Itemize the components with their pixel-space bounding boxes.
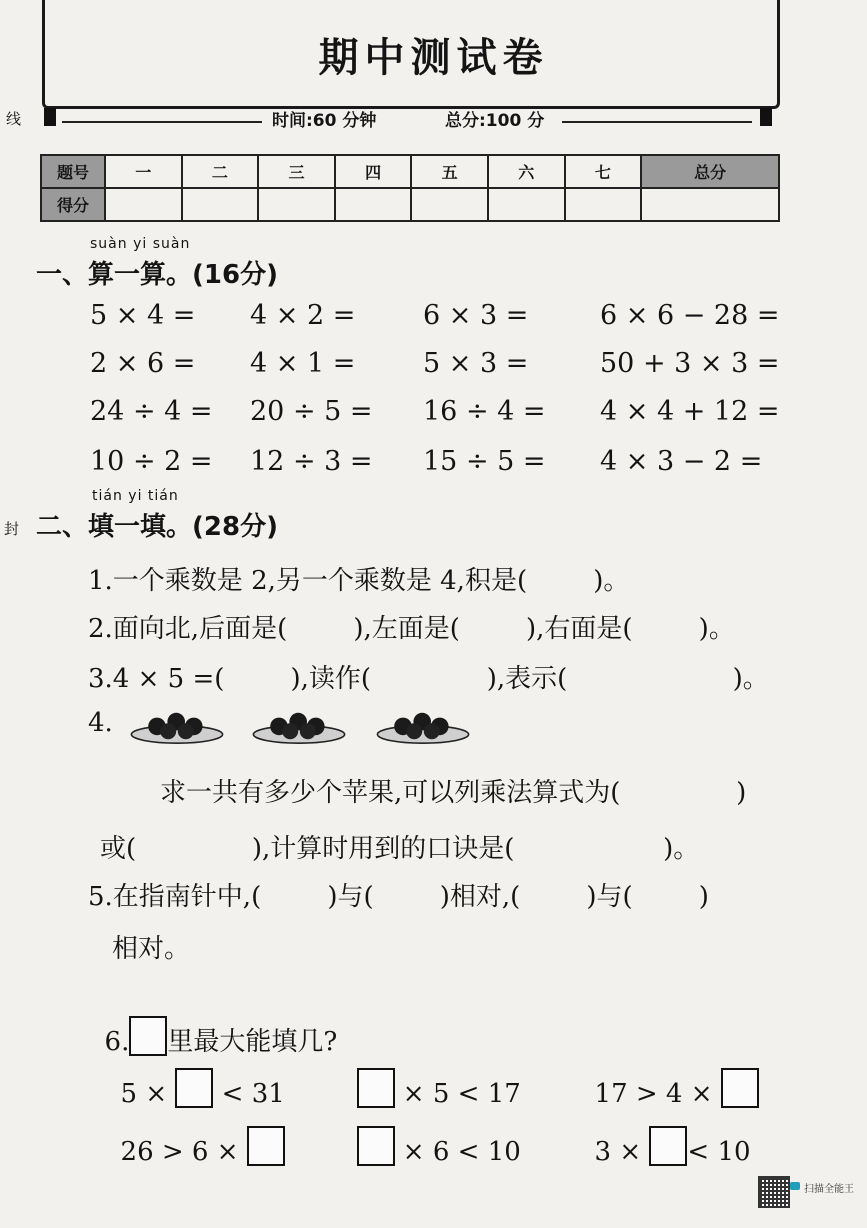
table-cell: 一 <box>105 155 182 188</box>
section-title: 一、算一算。(16分) <box>36 260 278 290</box>
question-5-line-1: 5.在指南针中,( )与( )相对,( )与( ) <box>88 882 709 912</box>
math-expression: 4 × 1 = <box>250 348 356 379</box>
pinyin-annotation: suàn yi suàn <box>90 236 191 252</box>
section-title: 二、填一填。(28分) <box>36 512 278 542</box>
total-label: 总分:100 分 <box>445 111 545 131</box>
math-expression: 4 × 4 + 12 = <box>600 396 780 427</box>
inequality-right: < 10 <box>687 1137 751 1167</box>
math-expression: 10 ÷ 2 = <box>90 446 213 477</box>
table-row <box>41 188 779 221</box>
math-expression: 50 + 3 × 3 = <box>600 348 780 379</box>
question-6-text: 里最大能填几? <box>167 1027 338 1057</box>
table-cell: 五 <box>411 155 488 188</box>
inequality-left: 5 × <box>120 1079 168 1109</box>
inequality-right: × 5 < 17 <box>402 1079 521 1109</box>
question-6-number: 6. <box>104 1027 130 1057</box>
inequality <box>340 1096 521 1167</box>
time-label: 时间:60 分钟 <box>272 111 377 131</box>
pinyin-annotation: tián yi tián <box>92 488 179 504</box>
inequality <box>578 1096 751 1167</box>
table-cell: 二 <box>182 155 259 188</box>
inequality-right: < 31 <box>221 1079 285 1109</box>
math-expression: 4 × 3 − 2 = <box>600 446 763 477</box>
apple-plate-image <box>118 704 236 744</box>
table-row <box>41 155 779 188</box>
question-2: 2.面向北,后面是( ),左面是( ),右面是( )。 <box>88 614 735 644</box>
inequality <box>104 1096 285 1167</box>
table-cell: 七 <box>565 155 642 188</box>
math-expression: 24 ÷ 4 = <box>90 396 213 427</box>
score-cell[interactable] <box>565 188 642 221</box>
table-cell: 得分 <box>41 188 105 221</box>
answer-box[interactable] <box>357 1126 395 1166</box>
score-table <box>40 154 780 222</box>
math-expression: 6 × 6 − 28 = <box>600 300 780 331</box>
corner-mark <box>760 108 772 126</box>
apple-plate-image <box>240 704 358 744</box>
question-5-line-2: 相对。 <box>112 934 191 964</box>
apple-plate-image <box>364 704 482 744</box>
binding-mark: 线 <box>6 110 22 128</box>
math-expression: 2 × 6 = <box>90 348 196 379</box>
table-cell: 总分 <box>641 155 779 188</box>
math-expression: 15 ÷ 5 = <box>423 446 546 477</box>
math-expression: 5 × 4 = <box>90 300 196 331</box>
question-4-line-1: 求一共有多少个苹果,可以列乘法算式为( ) <box>160 778 747 808</box>
score-cell[interactable] <box>182 188 259 221</box>
answer-box[interactable] <box>247 1126 285 1166</box>
scanner-logo-icon <box>790 1182 800 1190</box>
score-cell[interactable] <box>641 188 779 221</box>
binding-mark: 封 <box>4 520 20 538</box>
score-cell[interactable] <box>105 188 182 221</box>
math-expression: 4 × 2 = <box>250 300 356 331</box>
table-cell: 三 <box>258 155 335 188</box>
inequality-left: 26 > 6 × <box>120 1137 239 1167</box>
qr-code-icon <box>758 1176 790 1208</box>
score-cell[interactable] <box>411 188 488 221</box>
corner-mark <box>44 108 56 126</box>
scanner-watermark: 扫描全能王 <box>804 1184 854 1195</box>
score-cell[interactable] <box>258 188 335 221</box>
inequality-right: × 6 < 10 <box>402 1137 521 1167</box>
math-expression: 5 × 3 = <box>423 348 529 379</box>
math-expression: 6 × 3 = <box>423 300 529 331</box>
question-1: 1.一个乘数是 2,另一个乘数是 4,积是( )。 <box>88 566 630 596</box>
math-expression: 16 ÷ 4 = <box>423 396 546 427</box>
question-4-line-2: 或( ),计算时用到的口诀是( )。 <box>100 834 700 864</box>
divider <box>562 121 752 123</box>
score-cell[interactable] <box>335 188 412 221</box>
math-expression: 20 ÷ 5 = <box>250 396 373 427</box>
table-cell: 题号 <box>41 155 105 188</box>
divider <box>62 121 262 123</box>
question-3: 3.4 × 5 =( ),读作( ),表示( )。 <box>88 664 769 694</box>
answer-box[interactable] <box>649 1126 687 1166</box>
question-4-number: 4. <box>88 708 113 738</box>
inequality-left: 17 > 4 × <box>594 1079 713 1109</box>
table-cell: 四 <box>335 155 412 188</box>
page-title: 期中测试卷 <box>318 35 549 81</box>
table-cell: 六 <box>488 155 565 188</box>
inequality-left: 3 × <box>594 1137 642 1167</box>
score-cell[interactable] <box>488 188 565 221</box>
math-expression: 12 ÷ 3 = <box>250 446 373 477</box>
